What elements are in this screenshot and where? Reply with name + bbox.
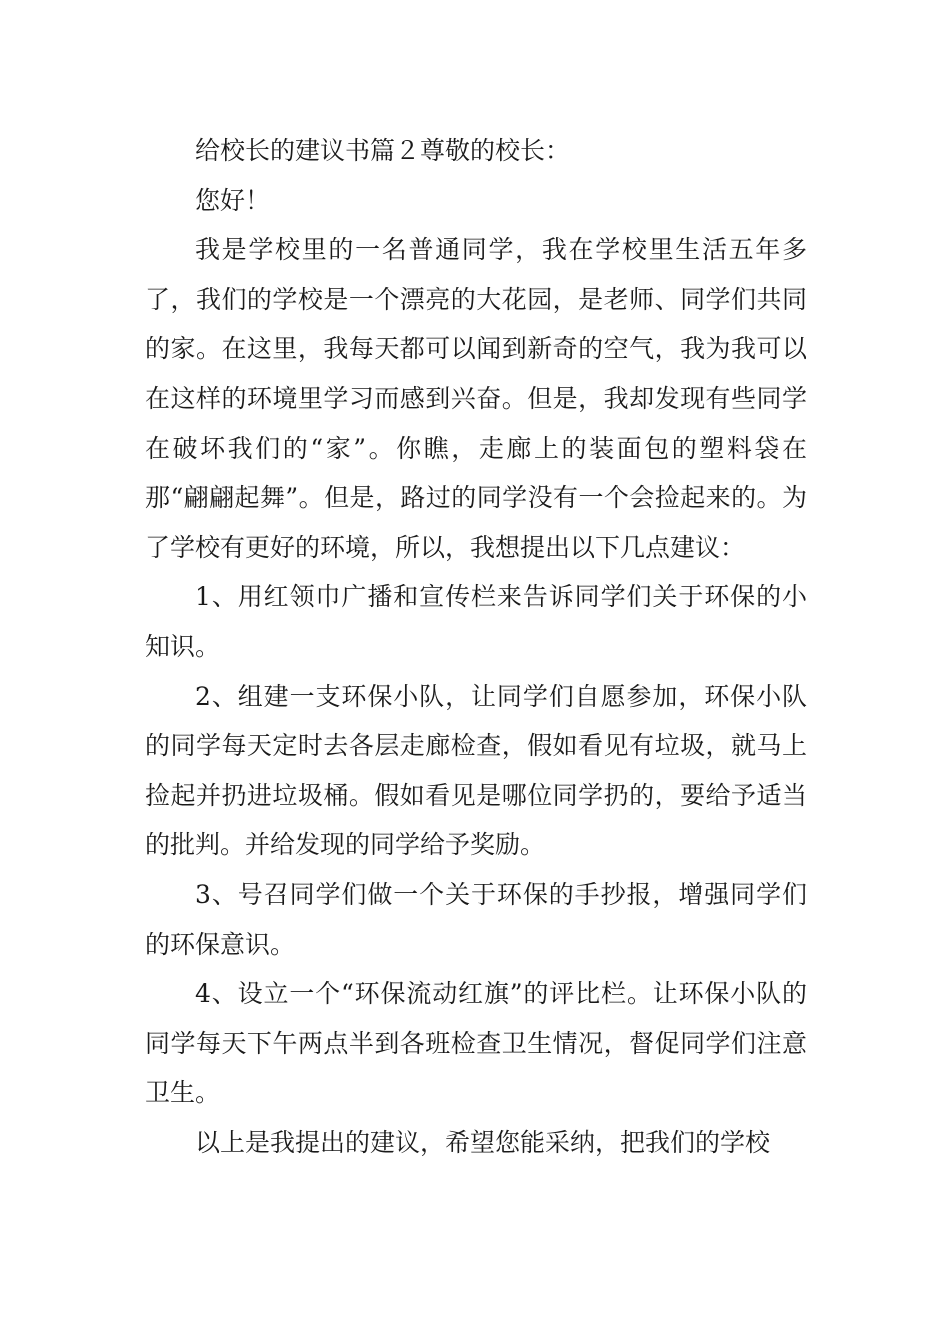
paragraph-suggestion-2: 2、组建一支环保小队，让同学们自愿参加，环保小队的同学每天定时去各层走廊检查，假如看见有垃圾，就马上捡起并扔进垃圾桶。假如看见是哪位同学扔的，要给予适当的批判。并给发现的同学给予奖励。: [145, 681, 807, 860]
paragraph-suggestion-3: 3、号召同学们做一个关于环保的手抄报，增强同学们的环保意识。: [145, 879, 807, 959]
paragraph-suggestion-1: 1、用红领巾广播和宣传栏来告诉同学们关于环保的小知识。: [145, 582, 807, 661]
document-body: [145, 126, 807, 1167]
paragraph-title-greeting: 给校长的建议书篇２尊敬的校长：: [195, 136, 571, 165]
paragraph-intro: 我是学校里的一名普通同学，我在学校里生活五年多了，我们的学校是一个漂亮的大花园，是老师、同学们共同的家。在这里，我每天都可以闻到新奇的空气，我为我可以在这样的环境里学习而感到兴奋。但是，我却发现有些同学在破坏我们的“家”。你瞧，走廊上的装面包的塑料袋在那“翩翩起舞”。但是，路过的同学没有一个会捡起来的。为了学校有更好的环境，所以，我想提出以下几点建议：: [145, 235, 807, 562]
paragraph-closing: 以上是我提出的建议，希望您能采纳，把我们的学校: [195, 1127, 771, 1157]
paragraph-suggestion-4: 4、设立一个“环保流动红旗”的评比栏。让环保小队的同学每天下午两点半到各班检查卫生情况，督促同学们注意卫生。: [145, 979, 807, 1108]
paragraph-salutation: 您好！: [195, 185, 271, 215]
